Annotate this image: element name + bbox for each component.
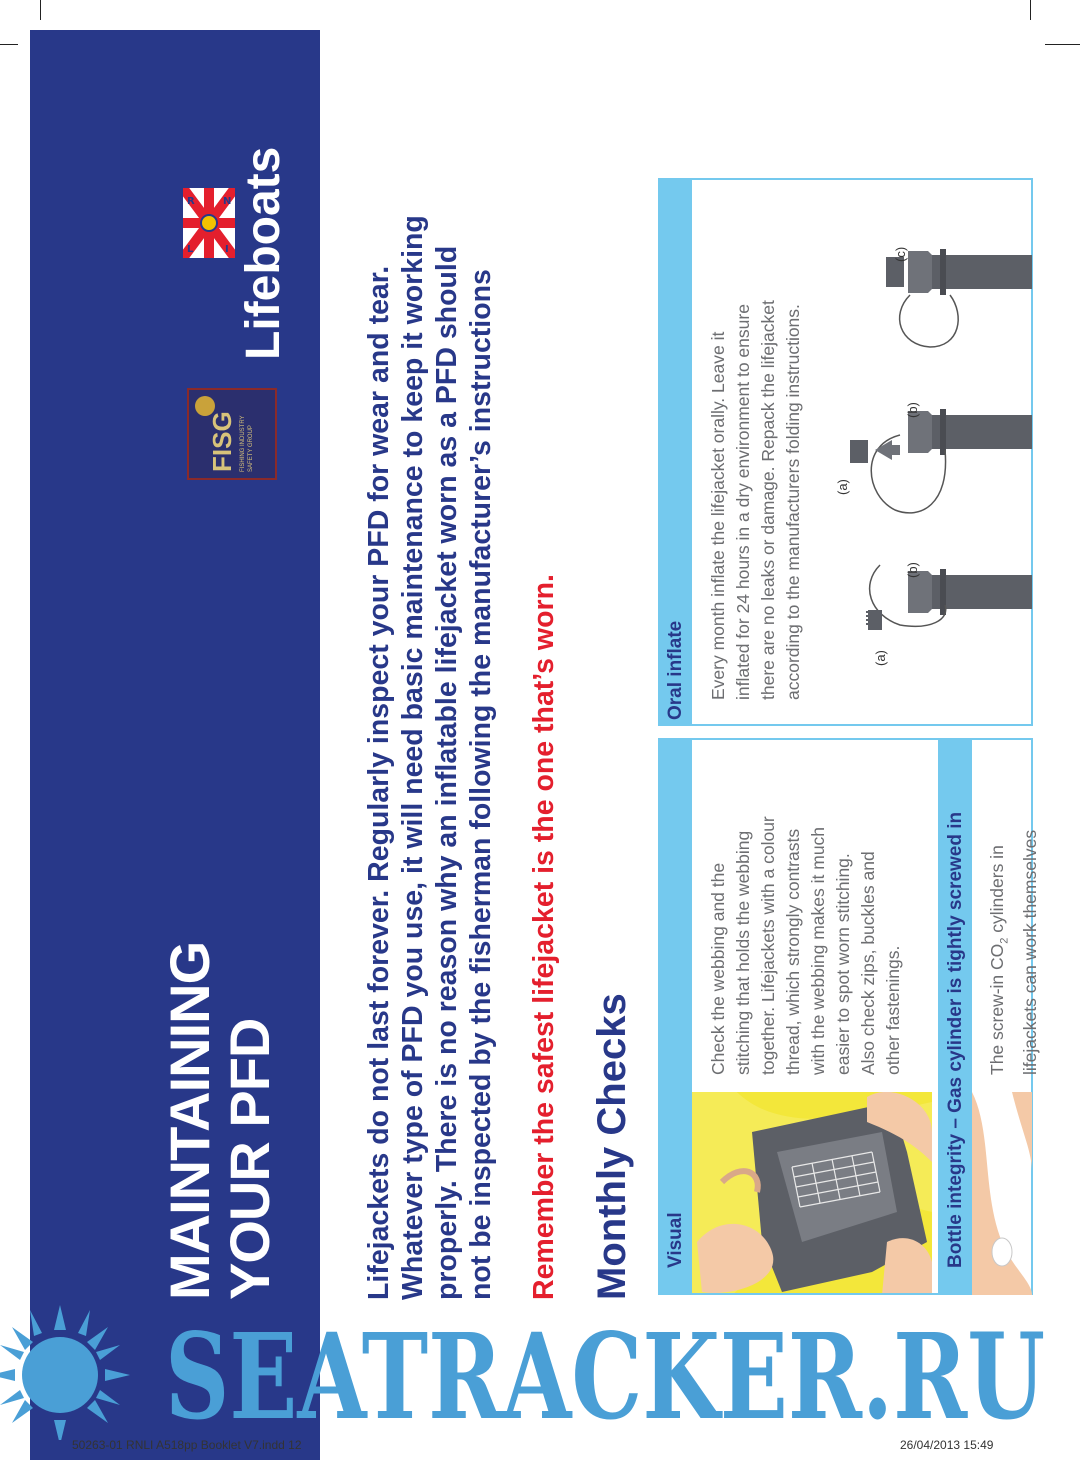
rnli-letter-i: I	[225, 244, 229, 255]
diagram-label: (b)	[905, 562, 920, 578]
inflation-tube-icon	[850, 409, 1032, 513]
inflation-tube-icon	[866, 565, 1032, 630]
sun-icon	[0, 1305, 130, 1440]
watermark-text: SEATRACKER.RU	[165, 1307, 1045, 1440]
crop-mark	[40, 0, 41, 20]
diagram-label: (a)	[873, 650, 888, 666]
rnli-letter-r: R	[187, 196, 195, 207]
diagram-label: (a)	[835, 479, 850, 495]
visual-body-text: Check the webbing and the stitching that holds the webbing together. Lifejackets with a colour thread, which strongly contrasts with the webbing makes it much easier to spot worn stitching. Also check zips, buckles and other fastenings.	[708, 816, 903, 1075]
rnli-flag-logo	[183, 188, 235, 258]
watermark	[0, 1300, 1080, 1440]
oral-body-text: Every month inflate the lifejacket orally. Leave it inflated for 24 hours in a dry environment to ensure there are no leaks or damage. Repack the lifejacket according to the manufacturers folding instructions.	[708, 300, 803, 700]
lifeboats-wordmark: Lifeboats	[237, 146, 290, 360]
bottle-illustration	[972, 1092, 1032, 1295]
monthly-checks-heading: Monthly Checks	[590, 993, 634, 1300]
crop-mark	[1030, 0, 1031, 20]
rnli-letter-l: L	[187, 244, 194, 255]
intro-line: properly. There is no reason why an inflatable lifejacket worn as a PFD should	[431, 245, 463, 1300]
crop-mark	[0, 44, 18, 45]
intro-line: not be inspected by the fisherman following the manufacturer’s instructions	[465, 269, 497, 1300]
visual-title: Visual	[665, 1212, 686, 1268]
crop-mark	[1045, 44, 1080, 45]
page-title: MAINTAINING YOUR PFD	[158, 941, 281, 1300]
bottle-title: Bottle integrity – Gas cylinder is tightly screwed in	[945, 811, 966, 1268]
slug-left: 50263-01 RNLI A518pp Booklet V7.indd 12	[72, 1438, 302, 1452]
diagram-label: (b)	[905, 402, 920, 418]
oral-inflate-diagram	[840, 235, 1032, 705]
intro-paragraph	[362, 215, 498, 1300]
fisg-logo: FISG FISHING INDUSTRY SAFETY GROUP	[187, 388, 277, 480]
slug-right: 26/04/2013 15:49	[900, 1438, 994, 1452]
remember-statement: Remember the safest lifejacket is the one that’s worn.	[528, 574, 560, 1300]
rnli-letter-n: N	[223, 196, 232, 207]
diagram-label: (c)	[893, 246, 908, 262]
bottle-body-text: The screw-in $CO_2$ cylinders in lifejackets can work themselves	[987, 829, 1040, 1075]
intro-line: Whatever type of PFD you use, it will need basic maintenance to keep it working	[397, 215, 429, 1300]
intro-line: Lifejackets do not last forever. Regularly inspect your PFD for wear and tear.	[363, 265, 395, 1300]
oral-title: Oral inflate	[665, 620, 686, 720]
inflation-tube-icon	[886, 246, 1032, 347]
